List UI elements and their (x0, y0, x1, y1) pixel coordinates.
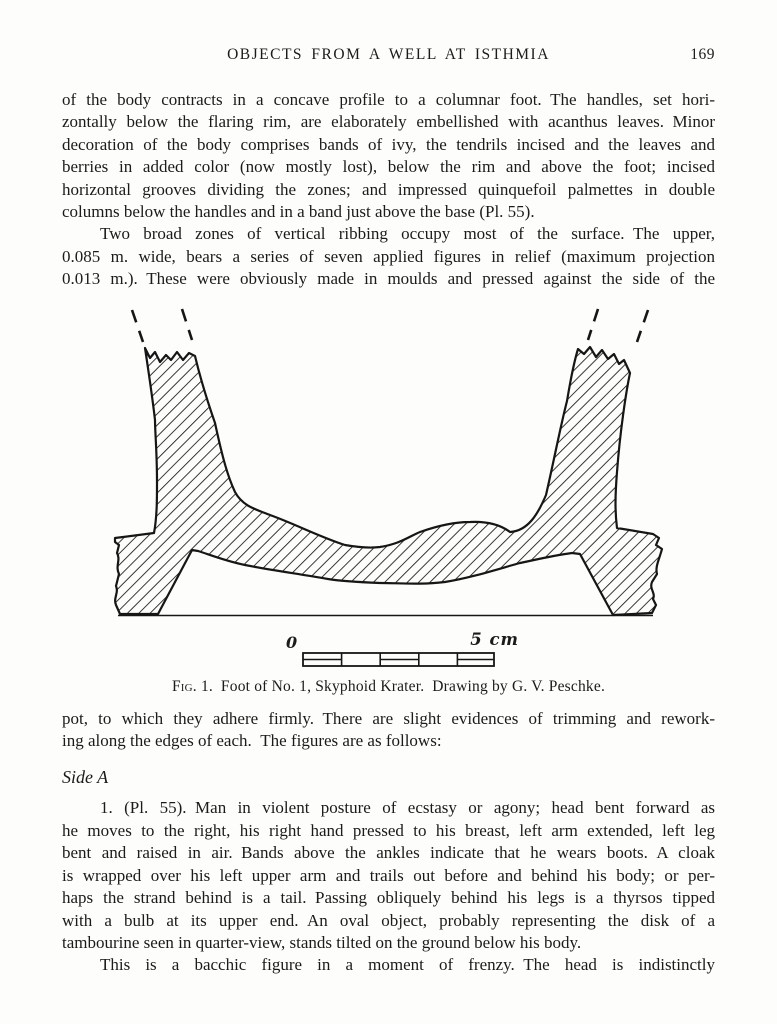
hatched-section (115, 347, 662, 615)
scale-bar (286, 629, 519, 669)
text-line: 0.013 m.). These were obviously made in moulds and pressed against the side of the (62, 269, 715, 289)
text-line: ing along the edges of each. The figures are as follows: (62, 731, 442, 751)
paragraph (62, 954, 715, 976)
cross-section-svg (110, 302, 670, 634)
text-line: berries in added color (now mostly lost), below the rim and above the foot; incised (62, 157, 715, 177)
text-line: pot, to which they adhere firmly. There are slight evidences of trimming and rework- (62, 708, 715, 728)
text-line: 0.085 m. wide, bears a series of seven applied figures in relief (maximum projection (62, 246, 715, 266)
text-line: horizontal grooves dividing the zones; and impressed quinquefoil palmettes in double (62, 179, 715, 199)
paragraph (62, 797, 715, 954)
text-line: This is a bacchic figure in a moment of frenzy. The head is indistinctly (100, 955, 715, 975)
running-head (62, 46, 715, 68)
text-line: with a bulb at its upper end. An oval object, probably representing the disk of a (62, 910, 715, 930)
krater-foot-drawing (110, 302, 670, 634)
text-line: 1. (Pl. 55). Man in violent posture of ecstasy or agony; head bent forward as (100, 798, 715, 818)
text-line: decoration of the body comprises bands of ivy, the tendrils incised and the leaves and (62, 134, 715, 154)
break-dashes (132, 309, 648, 342)
paragraph (62, 223, 715, 290)
figure-caption (62, 678, 715, 696)
text-line: of the body contracts in a concave profile to a columnar foot. The handles, set hori- (62, 90, 715, 109)
figure-caption-text: Foot of No. 1, Skyphoid Krater. Drawing by G. V. Peschke. (212, 677, 606, 695)
paragraph (62, 708, 715, 753)
text-line: Two broad zones of vertical ribbing occupy most of the surface. The upper, (100, 224, 715, 244)
text-line: haps the strand behind is a tail. Passing obliquely behind his legs is a thyrsos tipped (62, 888, 715, 908)
paragraph (62, 89, 715, 223)
text-line: zontally below the flaring rim, are elaborately embellished with acanthus leaves. Minor (62, 112, 715, 132)
scale-end-label: 5 cm (470, 629, 519, 649)
page-title: OBJECTS FROM A WELL AT ISTHMIA (227, 46, 550, 63)
text-line: tambourine seen in quarter-view, stands tilted on the ground below his body. (62, 932, 582, 952)
figure-1 (62, 302, 715, 696)
text-line: bent and raised in air. Bands above the ankles indicate that he wears boots. A cloak (62, 843, 715, 863)
figure-caption-label: Fig. 1. (171, 677, 213, 695)
page-number: 169 (690, 46, 715, 63)
text-line: columns below the handles and in a band just above the base (Pl. 55). (62, 202, 535, 222)
section-heading-side-a: Side A (62, 767, 109, 788)
scale-bar-svg (302, 652, 495, 668)
text-line: is wrapped over his left upper arm and trails out before and behind his body; or per- (62, 865, 715, 885)
scale-zero-label: 0 (286, 632, 298, 652)
text-line: he moves to the right, his right hand pressed to his breast, left arm extended, left leg (62, 820, 715, 840)
